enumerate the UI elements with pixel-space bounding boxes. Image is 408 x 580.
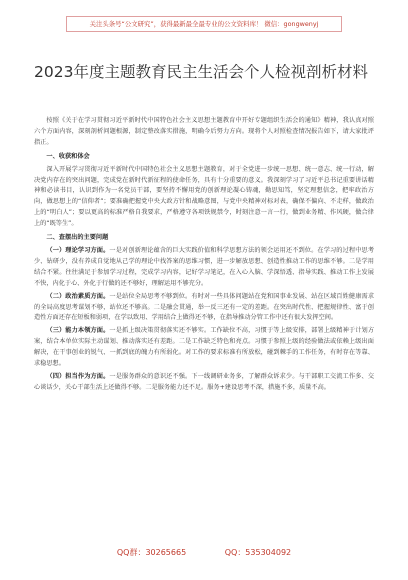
problem-paragraph-ability — [34, 326, 374, 370]
intro-paragraph: 按照《关于在学习贯彻习近平新时代中国特色社会主义思想主题教育中开好专题组织生活会的通知》精神，我认真对照六个方面内容，深刻剖析问题根源，制定整改落实措施，明确今后努力方向。现将个人对照检查情况报告如下，请大家批评指正。 — [34, 117, 374, 146]
problem-paragraph-responsibility — [34, 372, 374, 394]
contact-footer — [0, 546, 408, 560]
section-heading-gains: 一、收获和体会 — [46, 152, 90, 160]
problem-label: （一）理论学习方面。 — [46, 246, 110, 254]
problem-label: （四）担当作为方面。 — [46, 372, 110, 380]
gains-paragraph: 深入开展学习贯彻习近平新时代中国特色社会主义思想主题教育，对于全党进一步统一思想、统一意志、统一行动，解决党内存在的突出问题，完成党在新时代新征程的使命任务，具有十分重要的意义。我深刻学习了习近平总书记重要讲话精神和必读书目，认识到作为一名党员干部，要坚持不懈用党的创新理论凝心铸魂，勤思知笃，坚定理想信念，把牢政治方向，做思想上的“信仰者”；要准确把握党中央大政方针和战略意图，与党中央精神对标对表，确保不偏向、不走样，做政治上的“明白人”；要以更高的标准严格自我要求，严格遵守各项铁规禁令，时刻注意一言一行，做到业务精、作风硬，做合律上的“既等生”。 — [34, 165, 374, 228]
promo-banner: 关注头条号“公文研究”，获得最新最全最专业的公文资料库！ 微信：gongwenyj — [66, 16, 342, 32]
problem-text: 一是站位全局思考不够到位。有时对一些具体问题站在党和国事业发展、站在区域百姓健康需求的全局高度思考谋划不够，站位还不够高。二是融会贯通，举一反三还有一定的差距。在突出时代性、把握规律性、富于创造性方面还存在短板和弱项，在学以致用、学用结合上做得还不够，在指导推动分管工作中还有很大发挥空间。 — [34, 292, 375, 322]
problem-label: （二）政治素质方面。 — [46, 292, 110, 300]
qq-number: QQ：535304092 — [224, 548, 292, 557]
page-title: 2023年度主题教育民主生活会个人检视剖析材料 — [34, 63, 368, 81]
problem-text: 一是抓上级决策贯彻落实还不够实。工作缺位不高，习惯于等上级安排，部署上级精神于计划方案，结合本单位实际主动谋划、推动落实还有差距。二是工作缺乏特色和亮点。习惯于参照上级的经验做法或依赖上级出面解决，在干事创业的锐气、一抓到底的魄力有所弱化。对工作的要求标准有所放松，碰到棘手的工作任务，有时存在等靠、求稳思想。 — [34, 327, 375, 368]
problem-text: 一是对创新理论蕴含的巨大实践价值和科学思想方法的领会运用还不到位。在学习的过程中思考少、钻研少，没有养成自觉地从己学的理论中找答案的思维习惯，进一步解放思想、创造性推动工作的思维不够。二是学用结合不紧。往往满足于参加学习过程，完成学习内容，记好学习笔记，在入心入脑、学深悟透、指导实践、推动工作上发展不快，内化于心、外化于行做的还不够好，理解运用不够充分。 — [34, 246, 375, 287]
section-heading-problems: 二、查摆出的主要问题 — [46, 234, 109, 242]
document-body — [34, 116, 374, 396]
problem-text: 一是服务群众的意识还不强。下一线调研业务多，了解群众诉求少。与干部职工交流工作多、交心谈话少，关心干部生活上还做得不够。二是服务能力还不足。服务+建设思考不深，措施不多，质量不高。 — [34, 372, 375, 391]
qq-group: QQ群：30265665 — [116, 548, 187, 557]
problem-label: （三）能力本领方面。 — [46, 327, 110, 335]
problem-paragraph-politics — [34, 292, 374, 325]
problem-paragraph-theory — [34, 246, 374, 290]
